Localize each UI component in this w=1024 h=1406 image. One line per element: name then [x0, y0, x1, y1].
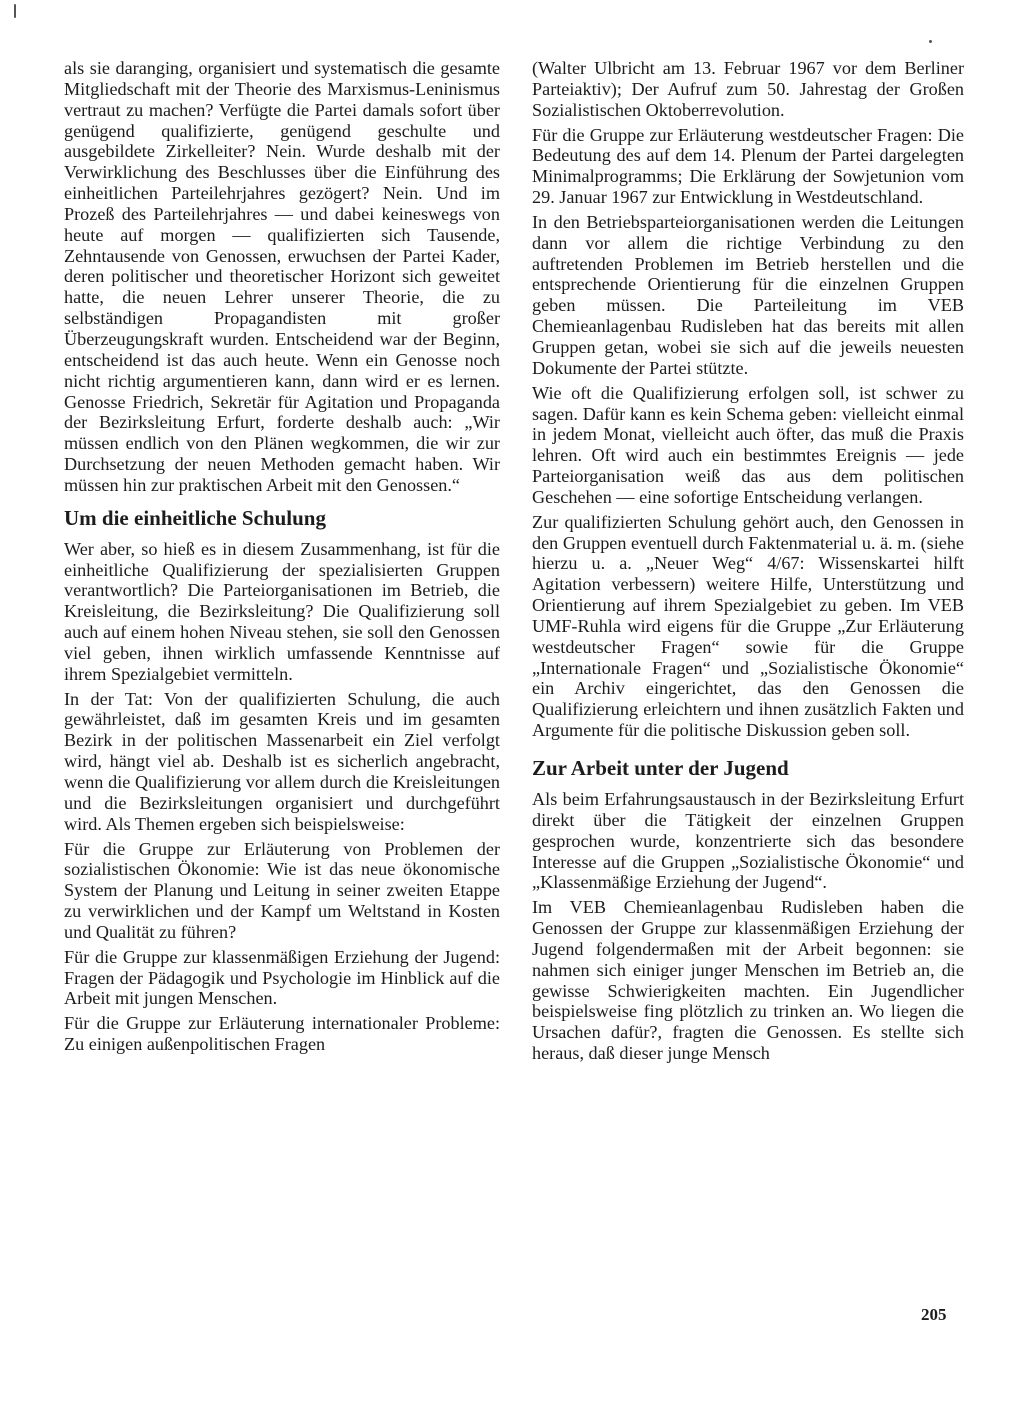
- paragraph: Als beim Erfahrungsaustausch in der Bezirksleitung Erfurt direkt über die Tätigkeit der einzelnen Gruppen gesprochen wurde, konzentrierte sich das besondere Interesse auf die Gruppen „Sozialistische Ökonomie“ und „Klassenmäßige Erziehung der Jugend“.: [532, 789, 964, 893]
- paragraph: In der Tat: Von der qualifizierten Schulung, die auch gewährleistet, daß im gesamten Kreis und im gesamten Bezirk in der politischen Massenarbeit ein Ziel verfolgt wird, hängt viel ab. Deshalb ist es sicherlich angebracht, wenn die Qualifizierung vor allem durch die Kreisleitungen und die Bezirksleitungen organisiert und durchgeführt wird. Als Themen ergeben sich beispielsweise:: [64, 688, 500, 834]
- paragraph: Für die Gruppe zur klassenmäßigen Erziehung der Jugend: Fragen der Pädagogik und Psychologie im Hinblick auf die Arbeit mit jungen Menschen.: [64, 946, 500, 1009]
- left-column: [64, 58, 500, 1059]
- paragraph: Im VEB Chemieanlagenbau Rudisleben haben die Genossen der Gruppe zur klassenmäßigen Erziehung der Jugend folgendermaßen mit der Arbeit begonnen: sie nahmen sich einiger junger Menschen im Betrieb an, die gewisse Schwierigkeiten machten. Ein Jugendlicher beispielsweise fing plötzlich zu trinken an. Wo liegen die Ursachen dafür?, fragten die Genossen. Es stellte sich heraus, daß dieser junge Mensch: [532, 897, 964, 1064]
- paragraph: In den Betriebsparteiorganisationen werden die Leitungen dann vor allem die richtige Verbindung zu den auftretenden Problemen im Betrieb herstellen und die entsprechende Orientierung für die einzelnen Gruppen geben müssen. Die Parteileitung im VEB Chemieanlagenbau Rudisleben hat das bereits mit allen Gruppen getan, wobei sie sich auf die jeweils neuesten Dokumente der Partei stützte.: [532, 211, 964, 378]
- paragraph: Wer aber, so hieß es in diesem Zusammenhang, ist für die einheitliche Qualifizierung der spezialisierten Gruppen verantwortlich? Die Parteiorganisationen im Betrieb, die Kreisleitung, die Bezirksleitung? Die Qualifizierung soll auch auf einem hohen Niveau stehen, sie soll den Genossen viel geben, ihnen wirklich umfassende Kenntnisse auf ihrem Spezialgebiet vermitteln.: [64, 538, 500, 684]
- scan-speck: [929, 40, 932, 43]
- page-number: 205: [921, 1305, 947, 1324]
- paragraph: Für die Gruppe zur Erläuterung internationaler Probleme: Zu einigen außenpolitischen Fragen: [64, 1013, 500, 1055]
- paragraph: Für die Gruppe zur Erläuterung von Problemen der sozialistischen Ökonomie: Wie ist das neue ökonomische System der Planung und Leitung in seiner zweiten Etappe zu verwirklichen und der Kampf um Weltstand in Kosten und Qualität zu führen?: [64, 838, 500, 942]
- paragraph: (Walter Ulbricht am 13. Februar 1967 vor dem Berliner Parteiaktiv); Der Aufruf zum 50. Jahrestag der Großen Sozialistischen Oktoberrevolution.: [532, 58, 964, 120]
- right-column: [532, 58, 964, 1068]
- scan-speck: [14, 4, 16, 18]
- section-heading: Um die einheitliche Schulung: [64, 505, 326, 530]
- paragraph: Für die Gruppe zur Erläuterung westdeutscher Fragen: Die Bedeutung des auf dem 14. Plenum der Partei dargelegten Minimalprogramms; Die Erklärung der Sowjetunion vom 29. Januar 1967 zur Entwicklung in Westdeutschland.: [532, 124, 964, 208]
- section-heading: Zur Arbeit unter der Jugend: [532, 756, 789, 780]
- paragraph: als sie daranging, organisiert und systematisch die gesamte Mitgliedschaft mit der Theorie des Marxismus-Leninismus vertraut zu machen? Verfügte die Partei damals sofort über genügend qualifizierte, genügend geschulte und ausgebildete Zirkelleiter? Nein. Wurde deshalb mit der Verwirklichung des Beschlusses über die Einführung des einheitlichen Parteilehrjahres gezögert? Nein. Und im Prozeß des Parteilehrjahres — und dabei keineswegs von heute auf morgen — qualifizierten sich Tausende, Zehntausende von Genossen, erwuchsen der Partei Kader, deren politischer und theoretischer Horizont sich geweitet hatte, die neuen Lehrer unserer Theorie, die zu selbständigen Propagandisten mit großer Überzeugungskraft wurden. Entscheidend war der Beginn, entscheidend ist das auch heute. Wenn ein Genosse noch nicht richtig argumentieren kann, dann wird er es lernen. Genosse Friedrich, Sekretär für Agitation und Propaganda der Bezirksleitung Erfurt, forderte deshalb auch: „Wir müssen endlich von den Plänen wegkommen, die wir zur Durchsetzung der neuen Methoden gemacht haben. Wir müssen hin zur praktischen Arbeit mit den Genossen.“: [64, 58, 500, 495]
- paragraph: Wie oft die Qualifizierung erfolgen soll, ist schwer zu sagen. Dafür kann es kein Schema geben: vielleicht einmal in jedem Monat, vielleicht auch öfter, das muß die Praxis lehren. Oft wird auch ein bestimmtes Ereignis — jede Parteiorganisation weiß das aus dem politischen Geschehen — eine sofortige Entscheidung verlangen.: [532, 382, 964, 507]
- paragraph: Zur qualifizierten Schulung gehört auch, den Genossen in den Gruppen eventuell durch Faktenmaterial u. ä. m. (siehe hierzu u. a. „Neuer Weg“ 4/67: Wissenskartei hilft Agitation verbessern) weitere Hilfe, Unterstützung und Orientierung auf ihrem Spezialgebiet zu geben. Im VEB UMF-Ruhla wird eigens für die Gruppe „Zur Erläuterung westdeutscher Fragen“ sowie für die Gruppe „Internationale Fragen“ und „Sozialistische Ökonomie“ ein Archiv eingerichtet, das den Genossen die Qualifizierung erleichtern und ihnen zusätzlich Fakten und Argumente für die politische Diskussion geben soll.: [532, 511, 964, 741]
